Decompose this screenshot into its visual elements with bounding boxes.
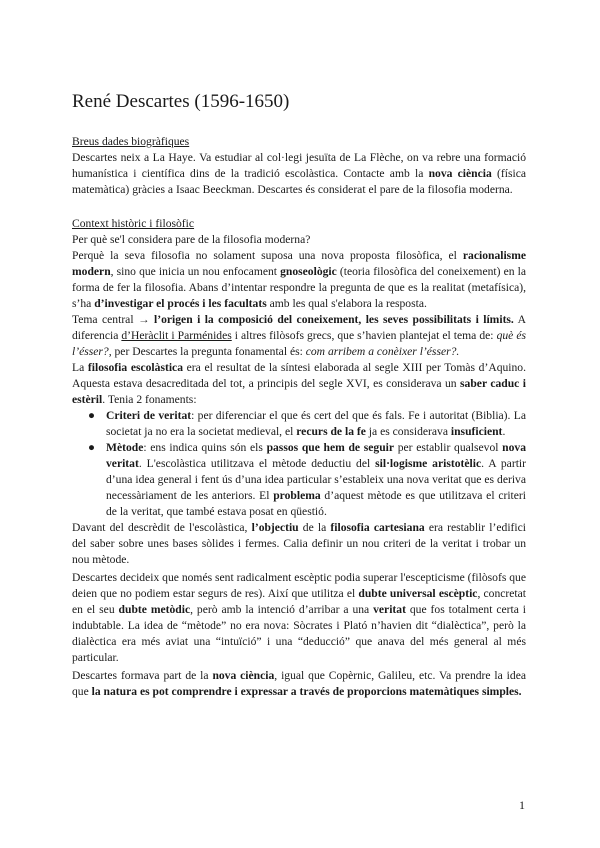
- page-title: René Descartes (1596-1650): [72, 91, 290, 112]
- list-item-criterion: ● Criteri de veritat: per diferenciar el que és cert del que és fals. Fe i autoritat (Biblia). La societat ja no era la societat medieval, el recurs de la fe ja es considerava insuficient.: [88, 409, 526, 438]
- context-question: Per què se'l considera pare de la filosofia moderna?: [72, 233, 311, 246]
- arrow-icon: →: [137, 313, 150, 326]
- paragraph-objective: Davant del descrèdit de l'escolàstica, l’objectiu de la filosofia cartesiana era restablir l’edifici del saber sobre unes bases sòlides i fermes. Calia definir un nou criteri de la veritat i trobar un nou mètode.: [72, 521, 526, 566]
- bullet-icon: ●: [88, 441, 96, 454]
- page-number: 1: [519, 798, 525, 812]
- section-heading-bio: Breus dades biogràfiques: [72, 135, 190, 148]
- bullet-icon: ●: [88, 409, 96, 422]
- paragraph-doubt: Descartes decideix que només sent radicalment escèptic podia superar l'escepticisme (filòsofs que deien que no podiem estar segurs de res). Així que utilitza el dubte universal escèptic, concretat en el seu dubte metòdic, però amb la intenció d’arribar a una veritat que fos totalment certa i indubtable. La idea de “mètode” no era nova: Sòcrates i Plató n’havien dit “dialèctica”, però la dialèctica era més aviat una “intuïció” i una “deducció” que anava del més general al més particular.: [72, 571, 527, 664]
- document-body: [72, 90, 526, 700]
- foundations-list: [72, 408, 526, 520]
- section-heading-context: Context històric i filosòfic: [72, 217, 195, 230]
- paragraph-scholasticism: La filosofia escolàstica era el resultat de la síntesi elaborada al segle XIII per Tomàs d’Aquino. Aquesta estava desacreditada del tot, a principis del segle XVI, es considerava un saber caduc i estèril. Tenia 2 fonaments:: [72, 361, 526, 406]
- list-item-method: ● Mètode: ens indica quins són els passos que hem de seguir per establir qualsevol nova veritat. L'escolàstica utilitzava el mètode deductiu del sil·logisme aristotèlic. A partir d’una idea general i fent ús d’una idea particular s’estableix una nova veritat que es deriva necessàriament de les anteriors. El problema d’aquest mètode es que utilitzava el criteri de la veritat, que també estava posat en qüestió.: [88, 441, 526, 518]
- bio-paragraph: Descartes neix a La Haye. Va estudiar al col·legi jesuïta de La Flèche, on va rebre una formació humanística i científica dins de la tradició escolàstica. Contacte amb la nova ciència (física matemàtica) gràcies a Isaac Beeckman. Descartes és considerat el pare de la filosofia moderna.: [72, 151, 526, 196]
- paragraph-rationalism: Perquè la seva filosofia no solament suposa una nova proposta filosòfica, el racionalisme modern, sino que inicia un nou enfocament gnoseològic (teoria filosòfica del coneixement) en la forma de fer la filosofia. Abans d’intentar respondre la pregunta de que es la realitat (metafísica), s’ha d’investigar el procés i les facultats amb les qual s'elabora la resposta.: [72, 249, 526, 310]
- paragraph-central-theme: Tema central → l’origen i la composició del coneixement, les seves possibilitats i límits. A diferencia d’Heràclit i Parménides i altres filòsofs grecs, que s’havien plantejat el tema de: què és l’ésser?, per Descartes la pregunta fonamental és: com arribem a conèixer l’ésser?.: [72, 313, 527, 358]
- paragraph-new-science: Descartes formava part de la nova ciència, igual que Copèrnic, Galileu, etc. Va prendre la idea que la natura es pot comprendre i expressar a través de proporcions matemàtiques simples.: [72, 669, 526, 698]
